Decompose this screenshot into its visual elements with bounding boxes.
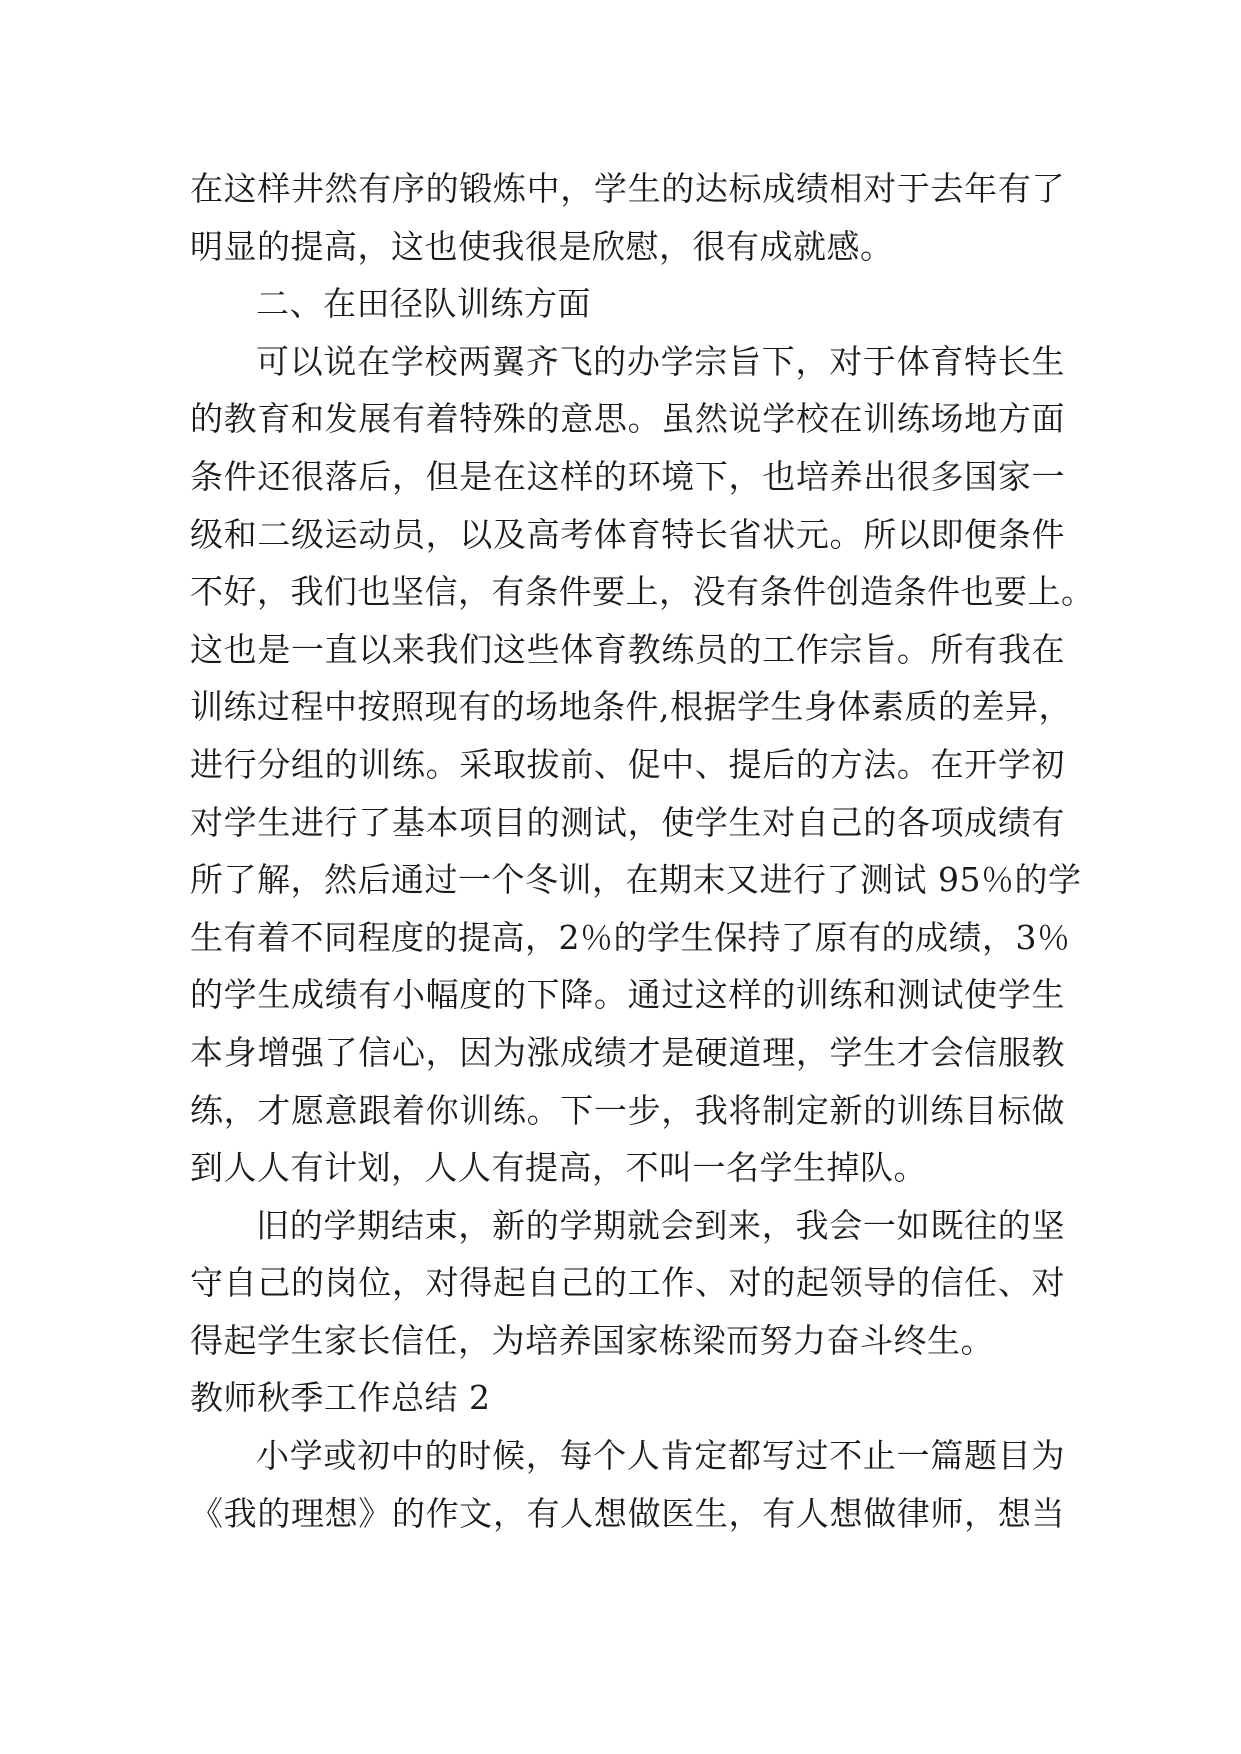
text-line: 守自己的岗位，对得起自己的工作、对的起领导的信任、对 <box>190 1263 1065 1303</box>
text-line: 级和二级运动员，以及高考体育特长省状元。所以即便条件 <box>190 514 1065 554</box>
text-line: 小学或初中的时候，每个人肯定都写过不止一篇题目为 <box>256 1436 1065 1476</box>
text-line: 的教育和发展有着特殊的意思。虽然说学校在训练场地方面 <box>190 399 1065 439</box>
text-line: 训练过程中按照现有的场地条件,根据学生身体素质的差异， <box>190 687 1072 727</box>
text-line: 《我的理想》的作文，有人想做医生，有人想做律师，想当 <box>190 1493 1065 1533</box>
text-line: 二、在田径队训练方面 <box>256 284 591 324</box>
text-line: 所了解，然后通过一个冬训，在期末又进行了测试 95％的学 <box>190 860 1082 900</box>
text-line: 本身增强了信心，因为涨成绩才是硬道理，学生才会信服教 <box>190 1032 1065 1072</box>
text-line: 到人人有计划，人人有提高，不叫一名学生掉队。 <box>190 1148 927 1188</box>
text-line: 的学生成绩有小幅度的下降。通过这样的训练和测试使学生 <box>190 975 1065 1015</box>
text-line: 进行分组的训练。采取拔前、促中、提后的方法。在开学初 <box>190 744 1065 784</box>
text-line: 在这样井然有序的锻炼中，学生的达标成绩相对于去年有了 <box>190 169 1065 208</box>
text-line: 可以说在学校两翼齐飞的办学宗旨下，对于体育特长生 <box>256 341 1065 381</box>
text-line: 得起学生家长信任，为培养国家栋梁而努力奋斗终生。 <box>190 1320 994 1360</box>
text-line: 对学生进行了基本项目的测试，使学生对自己的各项成绩有 <box>190 802 1065 842</box>
section-heading: 教师秋季工作总结 2 <box>190 1378 491 1418</box>
text-line: 生有着不同程度的提高，2％的学生保持了原有的成绩，3％ <box>190 917 1071 957</box>
text-line: 练，才愿意跟着你训练。下一步，我将制定新的训练目标做 <box>190 1090 1065 1130</box>
text-line: 这也是一直以来我们这些体育教练员的工作宗旨。所有我在 <box>190 629 1065 669</box>
text-line: 条件还很落后，但是在这样的环境下，也培养出很多国家一 <box>190 456 1065 496</box>
document-body <box>190 160 1095 1542</box>
text-line: 明显的提高，这也使我很是欣慰，很有成就感。 <box>190 226 894 266</box>
text-line: 旧的学期结束，新的学期就会到来，我会一如既往的坚 <box>256 1205 1065 1245</box>
text-line: 不好，我们也坚信，有条件要上，没有条件创造条件也要上。 <box>190 572 1095 612</box>
